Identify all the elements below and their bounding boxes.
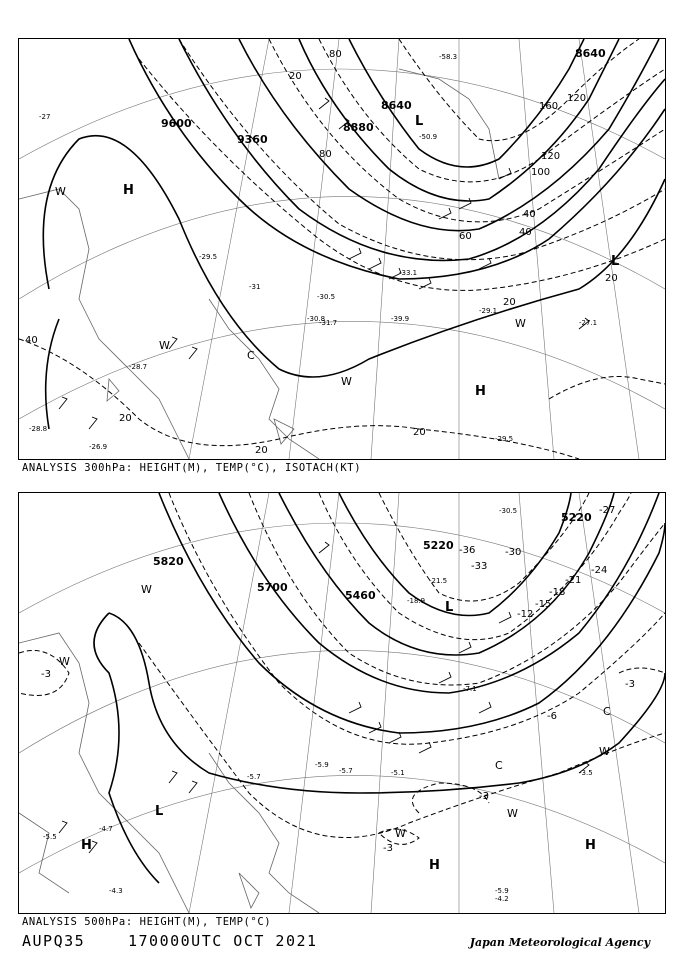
isotach-label: 20 [605, 273, 618, 284]
thermal-center-cold: C [495, 759, 503, 772]
temperature-label: -33 [471, 561, 488, 572]
station-temp: -31.7 [319, 319, 338, 327]
temperature-label: -27 [599, 505, 616, 516]
station-temp: -30.5 [499, 507, 518, 515]
temperature-label: -15 [535, 599, 552, 610]
height-label: 8640 [575, 47, 606, 60]
chart-500hpa-panel [18, 492, 666, 914]
station-temp: -5.7 [339, 767, 353, 775]
temperature-label: -3 [479, 791, 489, 802]
chart-300hpa-map [19, 39, 665, 459]
chart-300hpa-panel [18, 38, 666, 460]
thermal-center-warm: W [395, 827, 406, 840]
pressure-center-high: H [585, 838, 596, 853]
station-temp: -5.5 [43, 833, 57, 841]
chart-code: AUPQ35 [22, 932, 86, 950]
station-temp: -58.3 [439, 53, 458, 61]
isotach-label: 120 [541, 151, 561, 162]
pressure-center-high: H [81, 838, 92, 853]
station-temp: -28.8 [29, 425, 48, 433]
station-temp: -31 [249, 283, 261, 291]
isotach-label: 80 [329, 49, 342, 60]
isotach-label: 20 [503, 297, 516, 308]
isotach-label: 60 [459, 231, 472, 242]
height-label: 8640 [381, 99, 412, 112]
temperature-label: -12 [517, 609, 534, 620]
temperature-label-group [41, 505, 639, 854]
station-temp: -50.9 [419, 133, 438, 141]
agency-name: Japan Meteorological Agency [469, 936, 650, 949]
thermal-center-warm: W [507, 807, 518, 820]
thermal-center-warm: W [159, 339, 170, 352]
station-temp: -18.9 [407, 597, 426, 605]
thermal-center-warm: W [141, 583, 152, 596]
station-temp: -30.8 [307, 315, 326, 323]
temperature-lines [19, 493, 665, 844]
isotach-label: 100 [531, 167, 551, 178]
temperature-label: -6 [547, 711, 557, 722]
thermal-center-group [59, 583, 611, 840]
station-temp: -39.9 [391, 315, 410, 323]
height-label: 9360 [237, 133, 268, 146]
station-temp: -28.7 [129, 363, 148, 371]
coastline [19, 633, 319, 913]
height-label: 5820 [153, 555, 184, 568]
thermal-center-warm: W [515, 317, 526, 330]
temperature-label: -36 [459, 545, 476, 556]
isotach-label: 40 [25, 335, 38, 346]
pressure-center-high: H [475, 384, 486, 399]
station-temp: -21.5 [429, 577, 448, 585]
thermal-center-warm: W [599, 745, 610, 758]
height-label-group [153, 511, 592, 602]
thermal-center-cold: C [603, 705, 611, 718]
station-temp: -33.1 [399, 269, 418, 277]
isotach-label: 120 [567, 93, 587, 104]
thermal-center-warm: W [55, 185, 66, 198]
temperature-label: -3 [41, 669, 51, 680]
isotach-label: 80 [319, 149, 332, 160]
isotach-label: 20 [255, 445, 268, 456]
temperature-sample-group [29, 53, 597, 451]
station-temp: -5.1 [391, 769, 405, 777]
station-temp: -5.7 [247, 773, 261, 781]
station-temp: -27.1 [579, 319, 598, 327]
station-temp: -26.9 [89, 443, 108, 451]
station-temp: -30.5 [317, 293, 336, 301]
pressure-center-low: L [155, 804, 164, 819]
pressure-center-low: L [611, 254, 620, 269]
height-label: 5700 [257, 581, 288, 594]
pressure-center-high: H [123, 183, 134, 198]
pressure-center-low: L [415, 114, 424, 129]
station-temp: -29.5 [495, 435, 514, 443]
station-temp: -4.3 [109, 887, 123, 895]
isotach-label: 160 [539, 101, 559, 112]
isotach-label: 20 [119, 413, 132, 424]
station-temp: -4.7 [99, 825, 113, 833]
height-label: 5460 [345, 589, 376, 602]
chart-500hpa-map [19, 493, 665, 913]
coastline [19, 69, 499, 459]
height-label: 5220 [423, 539, 454, 552]
temperature-label: -24 [591, 565, 608, 576]
thermal-center-warm: W [341, 375, 352, 388]
thermal-center-cold: C [247, 349, 255, 362]
height-label: 9600 [161, 117, 192, 130]
temperature-label: -18 [549, 587, 566, 598]
temperature-label: -30 [505, 547, 522, 558]
temperature-label: -3 [383, 843, 393, 854]
station-temp: -5.9 [495, 887, 509, 895]
station-temp: -3.5 [579, 769, 593, 777]
station-temp: -29.1 [479, 307, 498, 315]
station-sample-group [43, 507, 593, 903]
isotach-label: 40 [519, 227, 532, 238]
chart-300hpa-caption: ANALYSIS 300hPa: HEIGHT(M), TEMP(°C), ISOTACH(KT) [22, 462, 362, 474]
height-label: 8880 [343, 121, 374, 134]
temperature-label: -21 [565, 575, 582, 586]
station-temp: -27 [39, 113, 51, 121]
station-temp: -29.5 [199, 253, 218, 261]
height-contours [94, 493, 665, 883]
pressure-center-group [81, 600, 596, 873]
height-label-group [161, 47, 606, 146]
isotach-label: 20 [289, 71, 302, 82]
valid-time: 170000UTC OCT 2021 [128, 932, 318, 950]
pressure-center-low: L [445, 600, 454, 615]
chart-500hpa-caption: ANALYSIS 500hPa: HEIGHT(M), TEMP(°C) [22, 916, 272, 928]
station-temp: -7.1 [463, 685, 477, 693]
isotach-label: 40 [523, 209, 536, 220]
height-label: 5220 [561, 511, 592, 524]
station-temp: -4.2 [495, 895, 509, 903]
isotach-label: 20 [413, 427, 426, 438]
pressure-center-high: H [429, 858, 440, 873]
station-temp: -5.9 [315, 761, 329, 769]
thermal-center-warm: W [59, 655, 70, 668]
temperature-label: -3 [625, 679, 635, 690]
